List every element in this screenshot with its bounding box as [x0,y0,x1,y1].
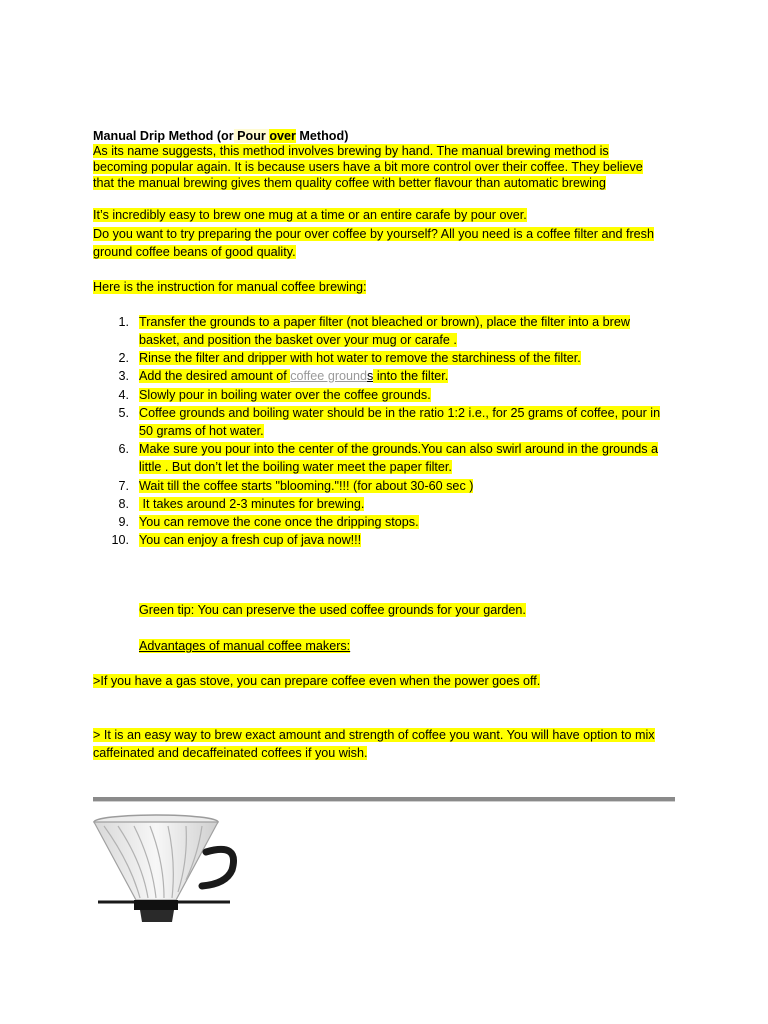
step-number: 3. [118,369,129,383]
step-3-line-1: Add the desired amount of coffee grounds into the filter. [139,369,449,383]
advantage-2-line-2: caffeinated and decaffeinated coffees if you wish. [93,746,368,760]
step-number: 10. [111,533,129,547]
step-number: 1. [118,315,129,329]
step-5-line-2: 50 grams of hot water. [139,424,264,438]
step-number: 7. [118,479,129,493]
step-8-line-1: It takes around 2-3 minutes for brewing. [139,497,365,511]
advantages-heading: Advantages of manual coffee makers: [139,639,351,653]
para2-line-3: ground coffee beans of good quality. [93,245,296,259]
para2-line-2: Do you want to try preparing the pour over coffee by yourself? All you need is a coffee filter and fresh [93,227,654,241]
step-6-line-2: little . But don’t let the boiling water meet the paper filter. [139,460,452,474]
coffee-dripper-image [90,812,240,924]
horizontal-rule [93,797,675,802]
intro-line-1: As its name suggests, this method involves brewing by hand. The manual brewing method is [93,144,609,158]
step-5-line-1: Coffee grounds and boiling water should be in the ratio 1:2 i.e., for 25 grams of coffee, pour in [139,406,661,420]
step-2-line-1: Rinse the filter and dripper with hot water to remove the starchiness of the filter. [139,351,581,365]
step-7-line-1: Wait till the coffee starts "blooming."!!! (for about 30-60 sec ) [139,479,474,493]
step-4-line-1: Slowly pour in boiling water over the coffee grounds. [139,388,431,402]
step-number: 4. [118,388,129,402]
title-part-1: Manual Drip Method (or [93,129,234,143]
title-part-4: Method) [295,129,349,143]
step-6-line-1: Make sure you pour into the center of the grounds.You can also swirl around in the grounds a [139,442,658,456]
step-number: 2. [118,351,129,365]
intro-line-3: that the manual brewing gives them quality coffee with better flavour than automatic brewing [93,176,606,190]
step-number: 5. [118,406,129,420]
green-tip: Green tip: You can preserve the used coffee grounds for your garden. [139,603,526,617]
step-number: 6. [118,442,129,456]
para2-line-1: It’s incredibly easy to brew one mug at a time or an entire carafe by pour over. [93,208,527,222]
step-1-line-2: basket, and position the basket over your mug or carafe . [139,333,457,347]
step-9-line-1: You can remove the cone once the dripping stops. [139,515,419,529]
advantage-2-line-1: > It is an easy way to brew exact amount and strength of coffee you want. You will have option to mix [93,728,655,742]
step-number: 9. [118,515,129,529]
step-10-line-1: You can enjoy a fresh cup of java now!!! [139,533,362,547]
step-number: 8. [118,497,129,511]
instruction-heading: Here is the instruction for manual coffee brewing: [93,280,367,294]
intro-line-2: becoming popular again. It is because users have a bit more control over their coffee. They believe [93,160,643,174]
step-1-line-1: Transfer the grounds to a paper filter (not bleached or brown), place the filter into a brew [139,315,630,329]
title-part-2: Pour [233,129,270,143]
coffee-grounds-link[interactable]: coffee ground [290,369,368,383]
advantage-1: >If you have a gas stove, you can prepare coffee even when the power goes off. [93,674,541,688]
title-part-3: over [269,129,296,143]
